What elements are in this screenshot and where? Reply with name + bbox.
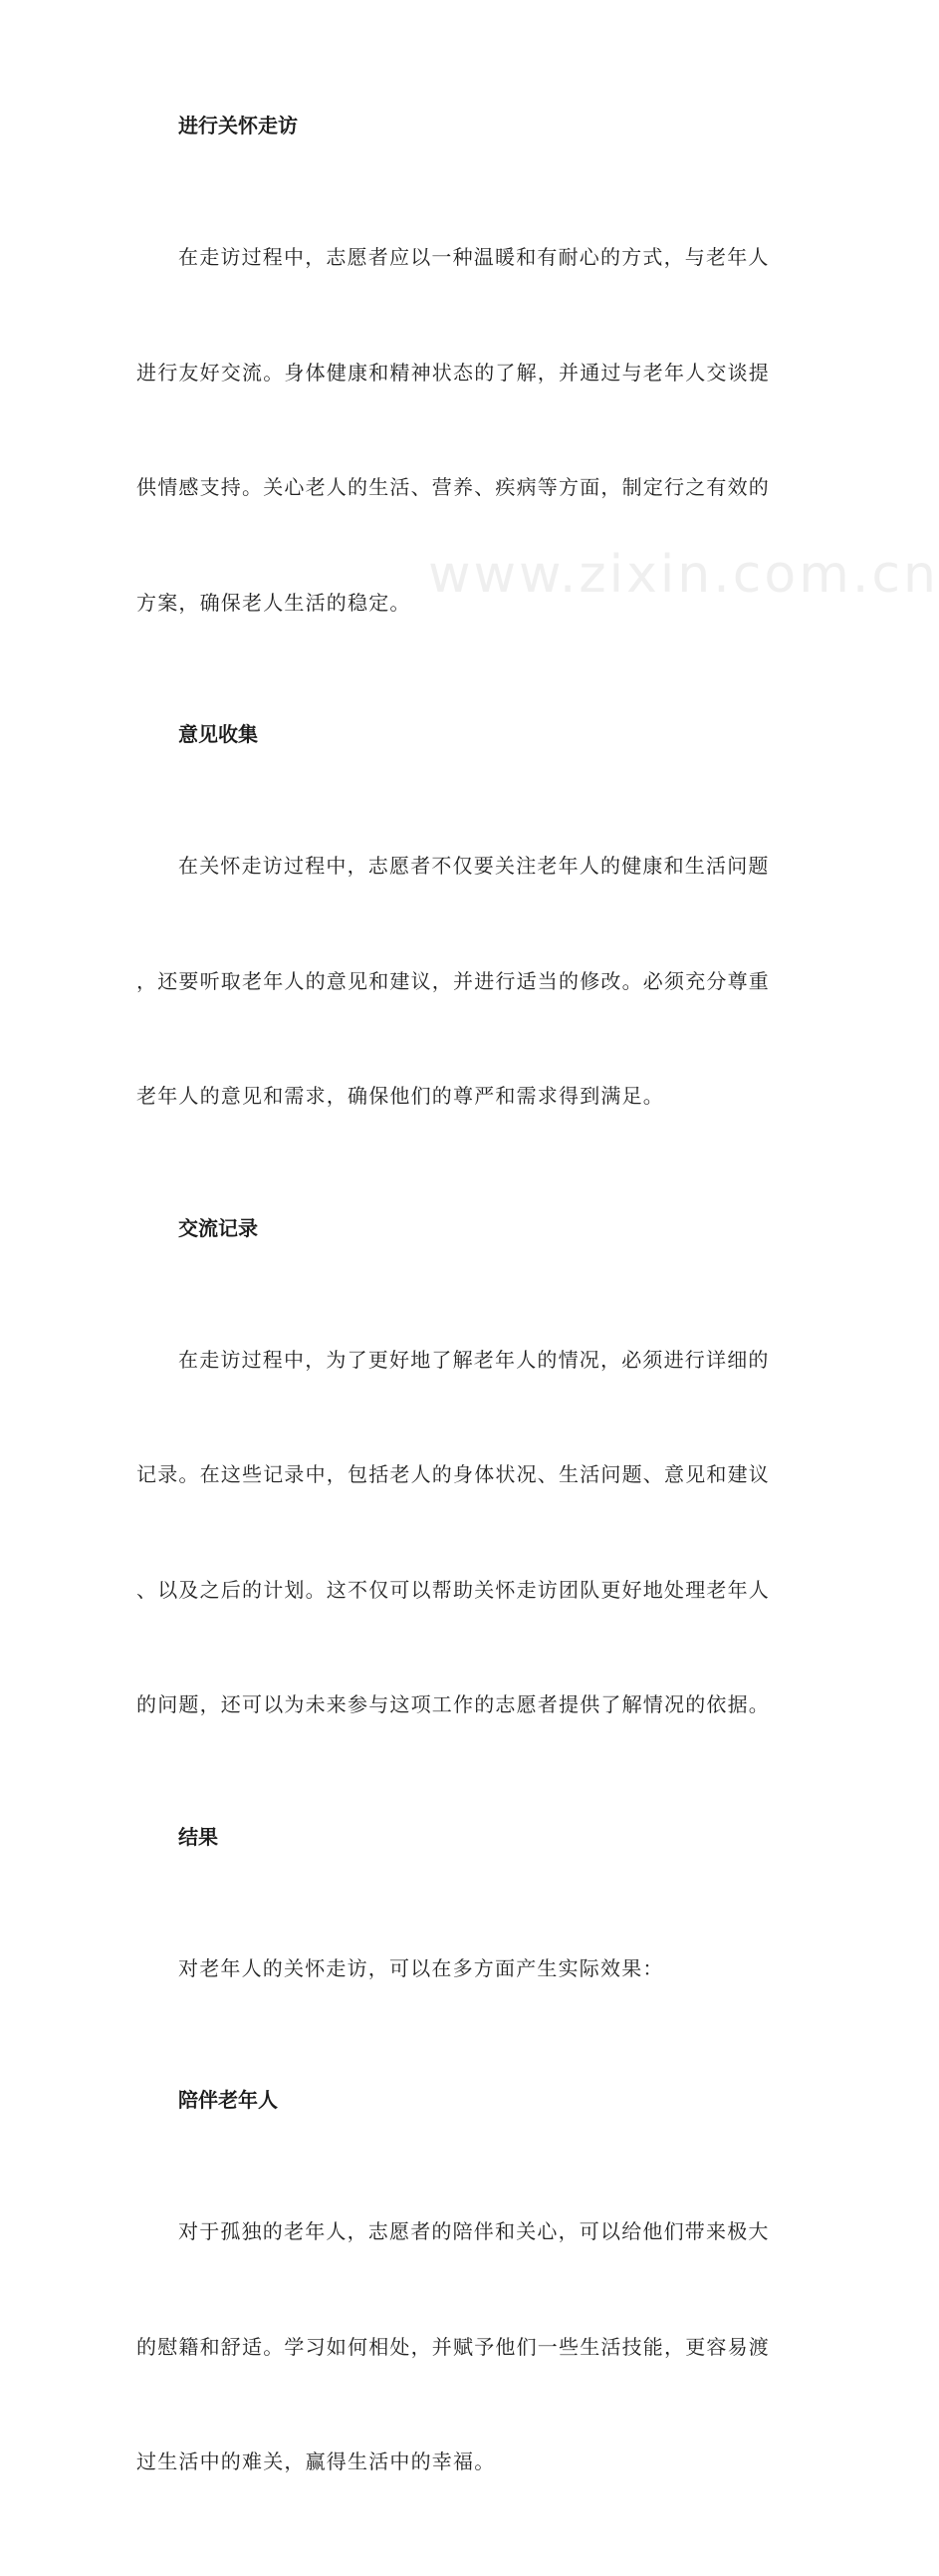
section-heading: 交流记录 <box>178 1215 258 1240</box>
paragraph-line: 在关怀走访过程中，志愿者不仅要关注老年人的健康和生活问题 <box>178 854 770 878</box>
section-feedback-collection <box>136 716 774 1192</box>
paragraph-line: 过生活中的难关，赢得生活中的幸福。 <box>136 2449 496 2473</box>
document-body <box>136 108 774 2576</box>
paragraph <box>136 770 774 1192</box>
section-communication-record <box>136 1210 774 1801</box>
section-accompany-elderly <box>136 2082 774 2558</box>
section-care-visit <box>136 108 774 698</box>
paragraph-line: 的慰籍和舒适。学习如何相处，并赋予他们一些生活技能，更容易渡 <box>136 2334 770 2359</box>
paragraph-line: 记录。在这些记录中，包括老人的身体状况、生活问题、意见和建议 <box>136 1462 770 1486</box>
section-heading: 意见收集 <box>178 722 258 746</box>
section-heading: 进行关怀走访 <box>178 114 298 137</box>
paragraph-line: ，还要听取老年人的意见和建议，并进行适当的修改。必须充分尊重 <box>136 968 770 993</box>
paragraph <box>136 2136 774 2558</box>
paragraph-line: 在走访过程中，志愿者应以一种温暖和有耐心的方式，与老年人 <box>178 245 770 269</box>
paragraph-line: 老年人的意见和需求，确保他们的尊严和需求得到满足。 <box>136 1084 664 1108</box>
paragraph <box>136 1264 774 1801</box>
section-results <box>136 1819 774 2065</box>
paragraph <box>136 161 774 698</box>
paragraph-line: 进行友好交流。身体健康和精神状态的了解，并通过与老年人交谈提 <box>136 360 770 385</box>
paragraph-line: 供情感支持。关心老人的生活、营养、疾病等方面，制定行之有效的 <box>136 475 770 499</box>
section-heading: 陪伴老年人 <box>178 2088 278 2112</box>
paragraph <box>136 1873 774 2065</box>
paragraph-line: 的问题，还可以为未来参与这项工作的志愿者提供了解情况的依据。 <box>136 1692 770 1716</box>
paragraph-line: 方案，确保老人生活的稳定。 <box>136 590 411 615</box>
paragraph-line: 、以及之后的计划。这不仅可以帮助关怀走访团队更好地处理老年人 <box>136 1577 770 1602</box>
paragraph-line: 对老年人的关怀走访，可以在多方面产生实际效果： <box>178 1955 664 1980</box>
paragraph-line: 在走访过程中，为了更好地了解老年人的情况，必须进行详细的 <box>178 1347 770 1372</box>
section-heading: 结果 <box>178 1824 218 1849</box>
paragraph-line: 对于孤独的老年人，志愿者的陪伴和关心，可以给他们带来极大 <box>178 2219 770 2243</box>
watermark: www.zixin.com.cn <box>428 545 939 605</box>
